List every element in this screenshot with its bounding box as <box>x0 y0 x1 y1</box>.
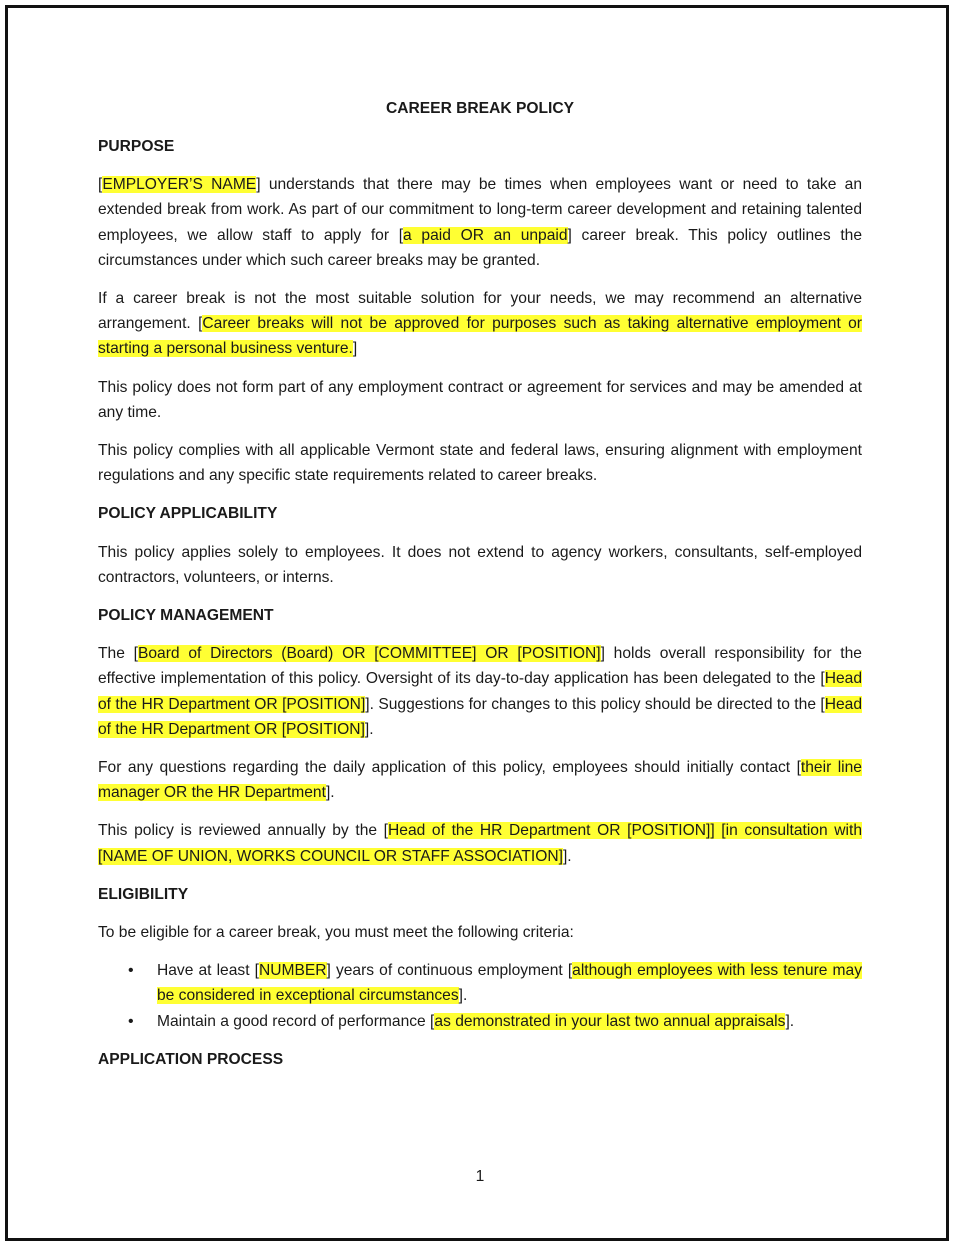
eligibility-heading: ELIGIBILITY <box>98 885 189 903</box>
text-run: ]. <box>562 847 572 865</box>
text-run: Maintain a good record of performance [ <box>157 1012 435 1030</box>
text-run: ] career break. This policy outlines the circumstances under which such career breaks may be granted. <box>98 226 863 269</box>
placeholder-employer-name: EMPLOYER’S NAME <box>102 176 257 194</box>
text-run: ]. <box>364 720 374 738</box>
management-heading: POLICY MANAGEMENT <box>98 607 274 625</box>
text-run: ]. Suggestions for changes to this policy should be directed to the [ <box>365 695 825 713</box>
text-run: Have at least [ <box>157 962 259 980</box>
page-number: 1 <box>475 1168 485 1185</box>
placeholder-reviewer: Head of the HR Department OR [POSITION]] [in consultation with [NAME OF UNION, WORKS COUNCIL OR STAFF ASSOCIATION] <box>98 822 863 865</box>
purpose-paragraph-4: This policy complies with all applicable Vermont state and federal laws, ensuring alignment with employment regulations and any specific state requirements related to career breaks. <box>98 442 862 485</box>
placeholder-appraisals: as demonstrated in your last two annual appraisals <box>434 1012 786 1030</box>
placeholder-approval-restriction: Career breaks will not be approved for purposes such as taking alternative employment or starting a personal business venture. <box>98 315 862 358</box>
text-run: This policy is reviewed annually by the [ <box>98 822 389 840</box>
purpose-paragraph-3: This policy does not form part of any employment contract or agreement for services and may be amended at any time. <box>98 378 862 421</box>
management-paragraph-1 <box>98 641 862 742</box>
eligibility-intro: To be eligible for a career break, you must meet the following criteria: <box>98 924 574 942</box>
text-run: ]. <box>325 784 335 802</box>
eligibility-criteria-list <box>98 958 862 1034</box>
text-run: The [ <box>98 645 138 663</box>
document-title: CAREER BREAK POLICY <box>385 100 574 117</box>
applicability-paragraph: This policy applies solely to employees. It does not extend to agency workers, consultants, self-employed contractors, volunteers, or interns. <box>98 543 862 586</box>
text-run: ] years of continuous employment [ <box>326 962 573 980</box>
placeholder-oversight-position: Head of the HR Department OR [POSITION] <box>98 670 862 713</box>
list-item <box>157 1009 862 1034</box>
document-body <box>98 96 862 1085</box>
management-paragraph-2 <box>98 755 862 805</box>
applicability-heading: POLICY APPLICABILITY <box>98 505 278 523</box>
text-run: ] <box>352 340 358 358</box>
placeholder-suggestions-position: Head of the HR Department OR [POSITION] <box>98 695 863 738</box>
text-run: For any questions regarding the daily application of this policy, employees should initially contact [ <box>98 759 801 777</box>
management-paragraph-3 <box>98 818 862 868</box>
placeholder-tenure-exception: although employees with less tenure may be considered in exceptional circumstances <box>157 962 862 1005</box>
text-run: ] holds overall responsibility for the effective implementation of this policy. Oversight of its day-to-day application has been delegated to the [ <box>98 645 862 688</box>
purpose-heading: PURPOSE <box>98 138 175 155</box>
placeholder-number: NUMBER <box>258 962 327 980</box>
purpose-paragraph-1 <box>98 172 862 273</box>
purpose-paragraph-2 <box>98 286 862 362</box>
placeholder-contact: their line manager OR the HR Department <box>98 759 862 802</box>
text-run: ]. <box>458 987 468 1005</box>
text-run: If a career break is not the most suitable solution for your needs, we may recommend an alternative arrangement. [ <box>98 290 862 333</box>
list-item <box>157 958 862 1008</box>
text-run: ] understands that there may be times when employees want or need to take an extended break from work. As part of our commitment to long-term career development and retaining talented employees, we allow staff to apply for [ <box>98 176 862 244</box>
text-run: [ <box>98 176 103 194</box>
application-process-heading: APPLICATION PROCESS <box>98 1050 284 1068</box>
text-run: ]. <box>785 1012 795 1030</box>
placeholder-responsible-body: Board of Directors (Board) OR [COMMITTEE] OR [POSITION] <box>137 645 601 663</box>
placeholder-paid-option: a paid OR an unpaid <box>403 226 568 244</box>
